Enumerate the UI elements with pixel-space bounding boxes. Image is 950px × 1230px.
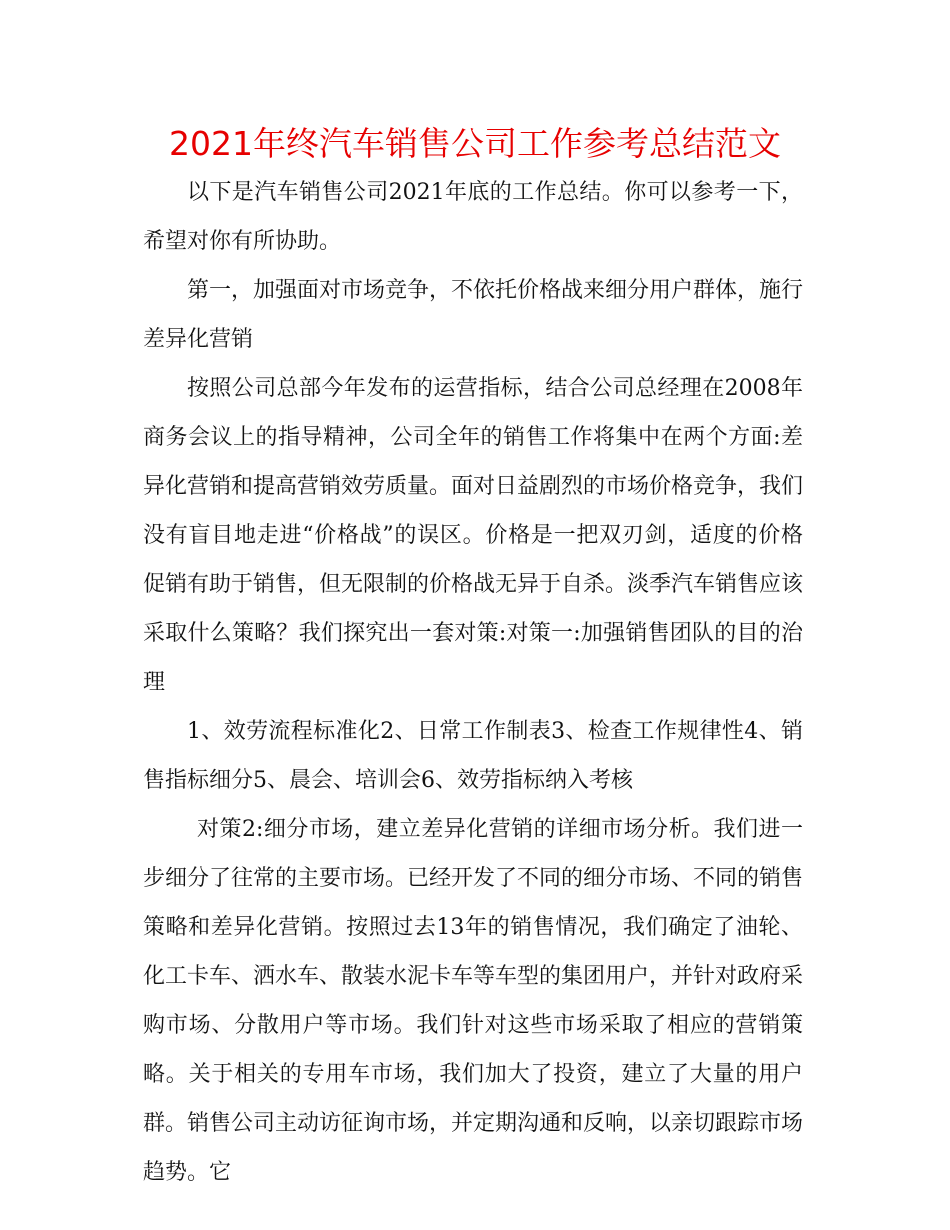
- paragraph-body: 按照公司总部今年发布的运营指标，结合公司总经理在2008年商务会议上的指导精神，公司全年的销售工作将集中在两个方面:差异化营销和提高营销效劳质量。面对日益剧烈的市场价格竞争，我们没有盲目地走进“价格战”的误区。价格是一把双刃剑，适度的价格促销有助于销售，但无限制的价格战无异于自杀。淡季汽车销售应该采取什么策略？我们探究出一套对策:对策一:加强销售团队的目的治理: [143, 376, 804, 695]
- paragraph-list: 1、效劳流程标准化2、日常工作制表3、检查工作规律性4、销售指标细分5、晨会、培训会6、效劳指标纳入考核: [143, 719, 803, 793]
- paragraph-strategy-two: 对策2:细分市场，建立差异化营销的详细市场分析。我们进一步细分了往常的主要市场。已经开发了不同的细分市场、不同的销售策略和差异化营销。按照过去13年的销售情况，我们确定了油轮、化工卡车、洒水车、散装水泥卡车等车型的集团用户，并针对政府采购市场、分散用户等市场。我们针对这些市场采取了相应的营销策略。关于相关的专用车市场，我们加大了投资，建立了大量的用户群。销售公司主动访征询市场，并定期沟通和反响，以亲切跟踪市场趋势。它: [143, 817, 804, 1185]
- document-title: 2021年终汽车销售公司工作参考总结范文: [169, 124, 781, 163]
- document-body: [143, 168, 803, 1197]
- paragraph-intro: 以下是汽车销售公司2021年底的工作总结。你可以参考一下，希望对你有所协助。: [143, 180, 803, 254]
- paragraph-section-heading: 第一，加强面对市场竞争，不依托价格战来细分用户群体，施行差异化营销: [143, 278, 804, 352]
